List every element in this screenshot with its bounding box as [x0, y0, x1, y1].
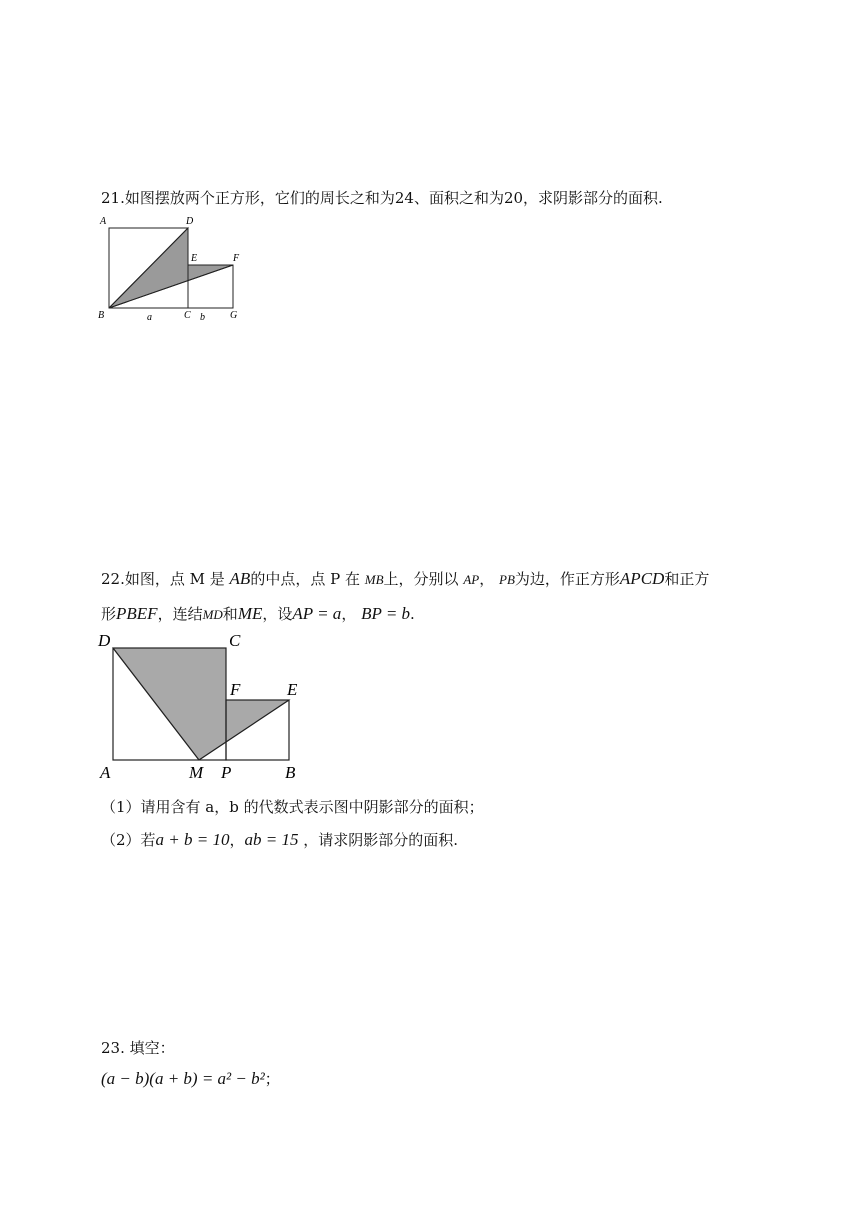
q22-math-BP-eq: BP = b [361, 604, 411, 623]
q23-text: 填空： [129, 1039, 175, 1057]
q22-label-B: B [285, 763, 296, 782]
q21-body: 如图摆放两个正方形，它们的周长之和为24、面积之和为20，求阴影部分的面积. [124, 189, 663, 207]
q22-text: ， [341, 605, 357, 623]
q22-label-M: M [189, 763, 204, 782]
q22-math-MD: MD [202, 607, 223, 622]
q22-math-AP: AP [463, 572, 480, 587]
q22-text: 上，分别以 [383, 570, 459, 588]
q22-math-ME: ME [237, 604, 263, 623]
q22-text: 和 [222, 605, 238, 623]
q22-sub2 [101, 829, 458, 850]
q22-text: ，连结 [157, 605, 203, 623]
q22-line2 [101, 603, 415, 624]
q21-label-a: a [147, 312, 152, 323]
q21-shaded-region [109, 228, 233, 308]
q22-math-MB: MB [364, 572, 384, 587]
q21-label-F: F [233, 253, 240, 264]
q22-label-P: P [221, 763, 232, 782]
q21-number: 21. [101, 189, 125, 207]
q22-text: ， [479, 570, 495, 588]
q21-figure [95, 212, 255, 324]
q22-math-APCD: APCD [619, 569, 665, 588]
q22-line1 [101, 568, 709, 589]
q22-label-E: E [287, 680, 298, 699]
q22-math-PB: PB [499, 572, 515, 587]
q22-math-AB: AB [229, 569, 251, 588]
q22-math-PBEF: PBEF [116, 604, 158, 623]
q21-label-D: D [186, 216, 194, 227]
q23-formula-line [101, 1068, 280, 1089]
q22-label-F: F [230, 680, 241, 699]
q22-label-A: A [100, 763, 111, 782]
q22-sub1: （1）请用含有 a，b 的代数式表示图中阴影部分的面积； [101, 798, 484, 816]
q23-heading [101, 1037, 175, 1058]
q22-number: 22. [101, 570, 125, 588]
q22-text: 和正方 [664, 570, 710, 588]
q21-label-A: A [100, 216, 107, 227]
q21-label-b: b [200, 312, 205, 323]
q21-label-E: E [191, 253, 198, 264]
q22-label-D: D [98, 631, 111, 650]
q21-label-C: C [184, 310, 191, 321]
q22-text: ， [229, 831, 245, 849]
q22-text: 为边，作正方形 [514, 570, 620, 588]
q22-text: （2）若 [101, 831, 156, 849]
q22-figure [95, 630, 315, 785]
q22-text: 如图，点 M 是 [124, 570, 225, 588]
q23-formula: (a − b)(a + b) = a² − b² [101, 1069, 265, 1088]
q22-math-eq2: ab = 15 [244, 830, 299, 849]
q21-text [101, 187, 663, 208]
q22-label-C: C [229, 631, 241, 650]
q22-text: ，设 [262, 605, 293, 623]
q22-text: ，请求阴影部分的面积. [303, 831, 459, 849]
q23-number: 23. [101, 1039, 125, 1057]
q22-math-eq1: a + b = 10 [155, 830, 230, 849]
q21-label-B: B [98, 310, 105, 321]
q22-text: 的中点，点 P 在 [250, 570, 360, 588]
q22-text: 形 [101, 605, 117, 623]
q22-shaded-region [113, 648, 289, 760]
q21-label-G: G [230, 310, 238, 321]
q22-text: . [410, 605, 415, 623]
q22-math-AP-eq: AP = a [292, 604, 342, 623]
q23-semicolon: ； [264, 1070, 280, 1088]
